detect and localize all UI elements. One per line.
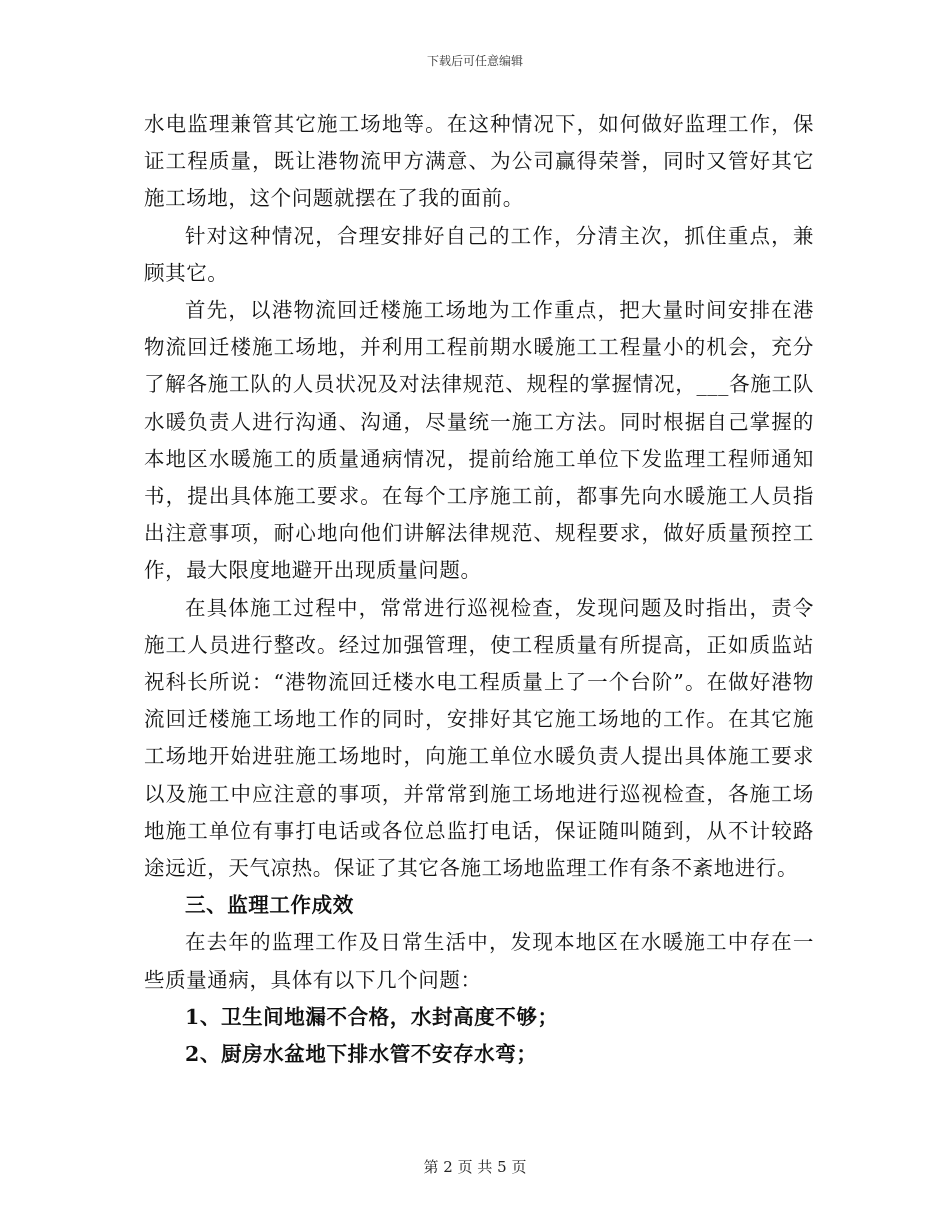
document-body bbox=[144, 106, 814, 1073]
paragraph-inspection: 在具体施工过程中，常常进行巡视检查，发现问题及时指出，责令施工人员进行整改。经过加强管理，使工程质量有所提高，正如质监站祝科长所说：“港物流回迁楼水电工程质量上了一个台阶”。在做好港物流回迁楼施工场地工作的同时，安排好其它施工场地的工作。在其它施工场地开始进驻施工场地时，向施工单位水暖负责人提出具体施工要求以及施工中应注意的事项，并常常到施工场地进行巡视检查，各施工场地施工单位有事打电话或各位总监打电话，保证随叫随到，从不计较路途远近，天气凉热。保证了其它各施工场地监理工作有条不紊地进行。 bbox=[144, 595, 814, 881]
section-intro: 在去年的监理工作及日常生活中，发现本地区在水暖施工中存在一些质量通病，具体有以下几个问题： bbox=[144, 930, 814, 992]
paragraph-continuation: 水电监理兼管其它施工场地等。在这种情况下，如何做好监理工作，保证工程质量，既让港物流甲方满意、为公司赢得荣誉，同时又管好其它施工场地，这个问题就摆在了我的面前。 bbox=[144, 112, 814, 211]
section-heading: 三、监理工作成效 bbox=[185, 893, 354, 918]
page-header-note: 下载后可任意编辑 bbox=[426, 54, 523, 68]
paragraph-first-priority: 首先，以港物流回迁楼施工场地为工作重点，把大量时间安排在港物流回迁楼施工场地，并利用工程前期水暖施工工程量小的机会，充分了解各施工队的人员状况及对法律规范、规程的掌握情况，___各施工队水暖负责人进行沟通、沟通，尽量统一施工方法。同时根据自己掌握的本地区水暖施工的质量通病情况，提前给施工单位下发监理工程师通知书，提出具体施工要求。在每个工序施工前，都事先向水暖施工人员指出注意事项，耐心地向他们讲解法律规范、规程要求，做好质量预控工作，最大限度地避开出现质量问题。 bbox=[144, 298, 814, 583]
list-item-1: 1、卫生间地漏不合格，水封高度不够； bbox=[185, 1004, 559, 1029]
paragraph-strategy: 针对这种情况，合理安排好自己的工作，分清主次，抓住重点，兼顾其它。 bbox=[144, 223, 814, 285]
list-item-2: 2、厨房水盆地下排水管不安存水弯； bbox=[185, 1042, 538, 1067]
page-number: 第 2 页 共 5 页 bbox=[423, 1158, 527, 1176]
